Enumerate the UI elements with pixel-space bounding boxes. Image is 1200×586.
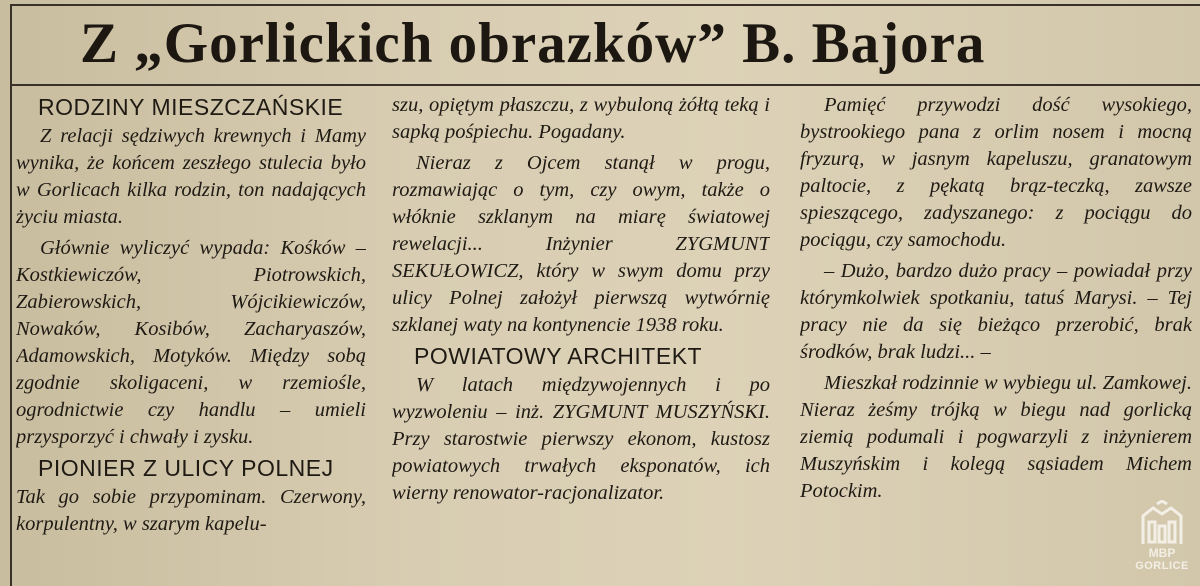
section-heading-architekt: POWIATOWY ARCHITEKT: [414, 343, 703, 369]
paragraph: Mieszkał rodzinnie w wybiegu ul. Zamkowej. Nieraz żeśmy trójką w biegu nad gorlicką ziemią podumali i pogwarzyli z inżynierem Muszyńskim i kolegą sąsiadem Michem Potockim.: [800, 372, 1192, 502]
column-2: [392, 92, 770, 586]
library-building-icon: [1137, 500, 1187, 546]
paragraph: szu, opiętym płaszczu, z wybuloną żółtą teką i sapką pośpiechu. Pogadany.: [392, 94, 770, 143]
paragraph: Nieraz z Ojcem stanął w progu, rozmawiając o tym, czy owym, także o włóknie szklanym na miarę światowej rewelacji... Inżynier ZYGMUNT SEKUŁOWICZ, który w swym domu przy ulicy Polnej założył pierwszą wytwórnię szklanej waty na kontynencie 1938 roku.: [392, 152, 770, 336]
section-heading-rodziny: RODZINY MIESZCZAŃSKIE: [38, 94, 344, 120]
logo-text-gorlice: GORLICE: [1135, 560, 1189, 572]
headline: Z „Gorlickich obrazków” B. Bajora: [80, 12, 986, 75]
library-watermark-logo: [1130, 500, 1194, 580]
column-1: [16, 92, 366, 586]
paragraph: Pamięć przywodzi dość wysokiego, bystrookiego pana z orlim nosem i mocną fryzurą, w jasnym kapeluszu, granatowym paltocie, z pękatą brąz-teczką, zawsze spieszącego, zadyszanego: z pociągu do pociągu, czy samochodu.: [800, 94, 1192, 251]
paragraph: W latach międzywojennych i po wyzwoleniu – inż. ZYGMUNT MUSZYŃSKI. Przy starostwie pierwszy ekonom, kustosz powiatowych trwałych eksponatów, ich wierny renowator-racjonalizator.: [392, 374, 770, 504]
paragraph: – Dużo, bardzo dużo pracy – powiadał przy którymkolwiek spotkaniu, tatuś Marysi. – Tej pracy nie da się bieżąco przerobić, brak środków, brak ludzi... –: [800, 260, 1192, 363]
section-heading-pionier: PIONIER Z ULICY POLNEJ: [38, 455, 334, 481]
paragraph: Z relacji sędziwych krewnych i Mamy wynika, że końcem zeszłego stulecia było w Gorlicach kilka rodzin, ton nadających życiu miasta.: [16, 125, 366, 228]
paragraph: Tak go sobie przypominam. Czerwony, korpulentny, w szarym kapelu-: [16, 486, 366, 535]
left-border-rule: [10, 4, 12, 586]
logo-text-mbp: MBP: [1148, 546, 1176, 560]
paragraph: Głównie wyliczyć wypada: Kośków – Kostkiewiczów, Piotrowskich, Zabierowskich, Wójcikiewiczów, Nowaków, Kosibów, Zacharyaszów, Adamowskich, Motyków. Między sobą zgodnie skoligaceni, w rzemiośle, ogrodnictwie czy handlu – umieli przysporzyć i chwały i zysku.: [16, 237, 366, 448]
headline-rule: [10, 84, 1200, 86]
